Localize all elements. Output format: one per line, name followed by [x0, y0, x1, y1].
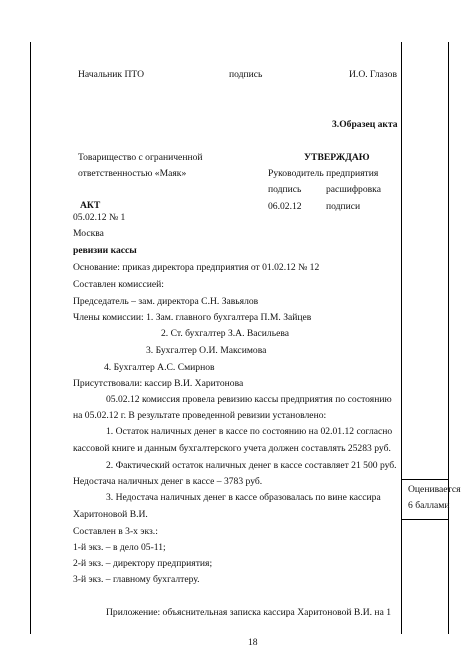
- act-present: Присутствовали: кассир В.И. Харитонова: [73, 378, 244, 389]
- approve-signatures: подписи: [326, 201, 361, 212]
- act-copies: Составлен в 3-х экз.:: [73, 526, 158, 537]
- act-member-2: 2. Ст. бухгалтер З.А. Васильева: [161, 328, 290, 339]
- act-composed: Составлен комиссией:: [73, 279, 164, 290]
- act-item-2b: Недостача наличных денег в кассе – 3783 руб.: [73, 476, 263, 487]
- act-appendix: Приложение: объяснительная записка кассира Харитоновой В.И. на 1: [106, 607, 392, 618]
- act-city: Москва: [73, 228, 104, 239]
- act-item-2a: 2. Фактический остаток наличных денег в кассе составляет 21 500 руб.: [106, 460, 397, 471]
- act-body-1a: 05.02.12 комиссия провела ревизию кассы предприятия по состоянию: [106, 394, 392, 405]
- company-line-2: ответственностью «Маяк»: [78, 168, 187, 179]
- approve-decode: расшифровка: [326, 184, 381, 195]
- act-title: АКТ: [80, 200, 101, 211]
- act-date-number: 05.02.12 № 1: [73, 212, 126, 223]
- approve-sign: подпись: [268, 184, 302, 195]
- table-right-border: [448, 42, 449, 634]
- act-chairman: Председатель – зам. директора С.Н. Завьялов: [73, 296, 259, 307]
- table-left-border: [30, 42, 31, 634]
- act-item-3b: Харитоновой В.И.: [73, 509, 148, 520]
- company-line-1: Товарищество с ограниченной: [78, 152, 203, 163]
- act-member-4: 4. Бухгалтер А.С. Смирнов: [104, 362, 215, 373]
- act-basis: Основание: приказ директора предприятия от 01.02.12 № 12: [73, 262, 320, 273]
- act-copy-3: 3-й экз. – главному бухгалтеру.: [73, 574, 200, 585]
- table-middle-border: [401, 42, 402, 634]
- act-subject: ревизии кассы: [73, 245, 137, 256]
- row-divider-top: [401, 479, 449, 480]
- approve-title: УТВЕРЖДАЮ: [304, 152, 370, 163]
- approve-date: 06.02.12: [268, 201, 302, 212]
- act-body-1b: на 05.02.12 г. В результате проведенной ревизии установлено:: [73, 410, 327, 421]
- row-divider-bottom: [401, 519, 449, 520]
- header-signature: подпись: [229, 69, 263, 80]
- header-position: Начальник ПТО: [78, 69, 145, 80]
- act-member-3: 3. Бухгалтер О.И. Максимова: [146, 345, 267, 356]
- approve-line-1: Руководитель предприятия: [268, 168, 379, 179]
- sample-title: 3.Образец акта: [332, 119, 398, 130]
- header-name: И.О. Глазов: [349, 69, 397, 80]
- act-item-1a: 1. Остаток наличных денег в кассе по состоянию на 02.01.12 согласно: [106, 426, 393, 437]
- score-line-1: Оценивается: [408, 484, 461, 495]
- act-copy-2: 2-й экз. – директору предприятия;: [73, 558, 213, 569]
- page-number: 18: [248, 637, 258, 648]
- act-members: Члены комиссии: 1. Зам. главного бухгалтера П.М. Зайцев: [73, 312, 312, 323]
- score-line-2: 6 баллами: [408, 500, 450, 511]
- act-copy-1: 1-й экз. – в дело 05-11;: [73, 542, 166, 553]
- act-item-1b: кассовой книге и данным бухгалтерского учета должен составлять 25283 руб.: [73, 443, 391, 454]
- act-item-3a: 3. Недостача наличных денег в кассе образовалась по вине кассира: [106, 492, 381, 503]
